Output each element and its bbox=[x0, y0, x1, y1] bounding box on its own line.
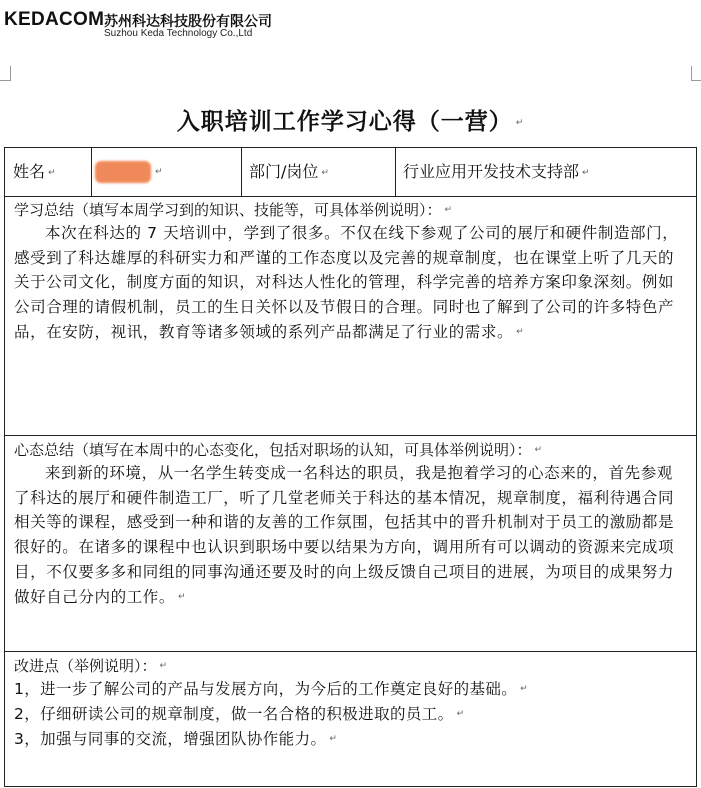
paragraph-mark: ↵ bbox=[515, 117, 525, 128]
dept-value-cell: 行业应用开发技术支持部 ↵ bbox=[403, 162, 590, 181]
company-name-cn: 苏州科达科技股份有限公司 bbox=[104, 14, 272, 30]
dept-value: 行业应用开发技术支持部 bbox=[403, 162, 580, 181]
kedacom-logo: KEDACOM bbox=[4, 9, 105, 30]
dept-label: 部门/岗位 bbox=[249, 162, 319, 181]
improvement-item: 2，仔细研读公司的规章制度，做一名合格的积极进取的员工。 ↵ bbox=[14, 704, 465, 723]
document-title: 入职培训工作学习心得（一营） ↵ bbox=[176, 109, 525, 135]
name-label: 姓名 bbox=[13, 162, 46, 181]
company-name-en: Suzhou Keda Technology Co.,Ltd bbox=[104, 28, 253, 39]
paragraph-mark: ↵ bbox=[155, 167, 163, 177]
letterhead bbox=[0, 0, 701, 48]
redaction-mark bbox=[95, 161, 151, 183]
study-summary-heading: 学习总结（填写本周学习到的知识、技能等，可具体举例说明）： ↵ bbox=[14, 201, 453, 219]
crop-mark-left bbox=[0, 66, 11, 81]
mindset-summary-body: 来到新的环境，从一名学生转变成一名科达的职员，我是抱着学习的心态来的，首先参观了科达的展厅和硬件制造工厂，听了几堂老师关于科达的基本情况，规章制度，福利待遇合同相关等的课程，感受到一种和谐的友善的工作氛围，包括其中的晋升机制对于员工的激励都是很好的。在诸多的课程中也认识到职场中要以结果为方向，调用所有可以调动的资源来完成项目，不仅要多多和同组的同事沟通还要及时的向上级反馈自己项目的进展，为项目的成果努力做好自己分内的工作。 ↵ bbox=[14, 464, 675, 606]
dept-label-cell: 部门/岗位 ↵ bbox=[249, 162, 329, 181]
crop-mark-right bbox=[691, 66, 701, 81]
study-summary-section bbox=[5, 196, 696, 436]
study-summary-body: 本次在科达的 7 天培训中，学到了很多。不仅在线下参观了公司的展厅和硬件制造部门，感受到了科达雄厚的科研实力和严谨的工作态度以及完善的规章制度，也在课堂上听了几天的关于公司文化，制度方面的知识，对科达人性化的管理，科学完善的培养方案印象深刻。例如公司合理的请假机制，员工的生日关怀以及节假日的合理。同时也了解到了公司的许多特色产品，在安防，视讯，教育等诸多领域的系列产品都满足了行业的需求。 ↵ bbox=[14, 224, 679, 341]
mindset-summary-section bbox=[5, 436, 696, 652]
info-row bbox=[5, 148, 696, 197]
improvement-item: 1，进一步了解公司的产品与发展方向，为今后的工作奠定良好的基础。 ↵ bbox=[14, 680, 529, 698]
improvement-item: 3，加强与同事的交流，增强团队协作能力。 ↵ bbox=[14, 729, 338, 748]
mindset-summary-heading: 心态总结（填写在本周中的心态变化，包括对职场的认知，可具体举例说明）： ↵ bbox=[14, 441, 543, 459]
improvement-section bbox=[5, 652, 696, 788]
form-table bbox=[4, 147, 697, 787]
name-label-cell: 姓名 ↵ bbox=[13, 162, 56, 181]
improvement-heading: 改进点（举例说明）： ↵ bbox=[14, 657, 168, 675]
